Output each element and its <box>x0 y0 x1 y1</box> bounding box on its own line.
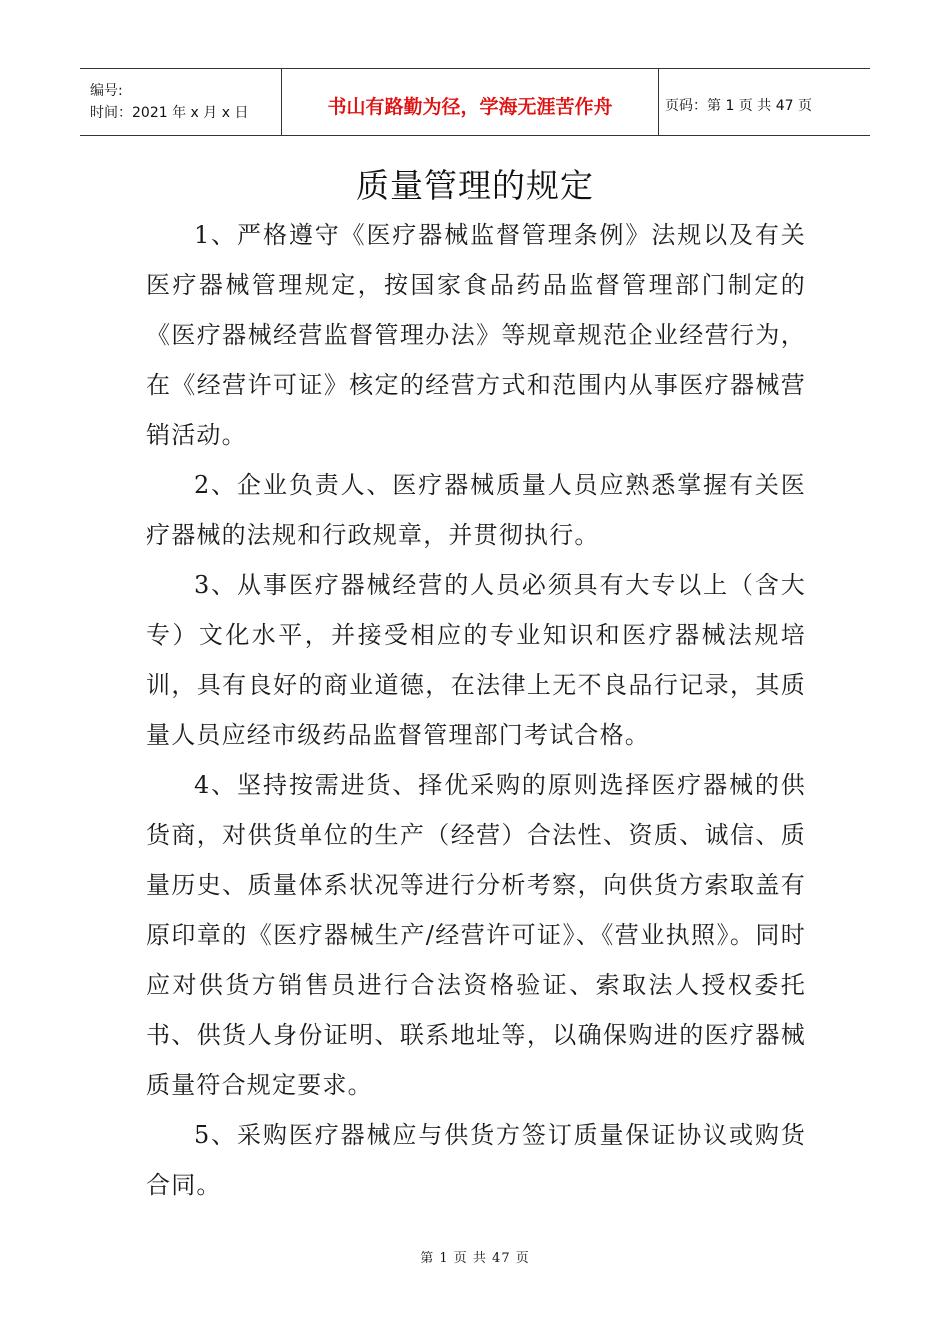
header-page-number: 页码：第 1 页 共 47 页 <box>665 98 812 114</box>
header-page-cell <box>659 69 870 135</box>
paragraph-5: 5、采购医疗器械应与供货方签订质量保证协议或购货合同。 <box>146 1121 806 1199</box>
header-motto-cell <box>281 69 659 135</box>
header-meta-cell <box>80 69 281 135</box>
serial-number-label: 编号: <box>90 83 123 99</box>
paragraph-4: 4、坚持按需进货、择优采购的原则选择医疗器械的供货商，对供货单位的生产（经营）合法性、资质、诚信、质量历史、质量体系状况等进行分析考察，向供货方索取盖有原印章的《医疗器械生产/经营许可证》、《营业执照》。同时应对供货方销售员进行合法资格验证、索取法人授权委托书、供货人身份证明、联系地址等，以确保购进的医疗器械质量符合规定要求。 <box>146 771 806 1099</box>
paragraph-3: 3、从事医疗器械经营的人员必须具有大专以上（含大专）文化水平，并接受相应的专业知识和医疗器械法规培训，具有良好的商业道德，在法律上无不良品行记录，其质量人员应经市级药品监督管理部门考试合格。 <box>146 571 806 749</box>
document-title: 质量管理的规定 <box>356 166 594 205</box>
header-motto: 书山有路勤为径，学海无涯苦作舟 <box>327 95 613 118</box>
document-body <box>146 210 806 1210</box>
paragraph-1: 1、严格遵守《医疗器械监督管理条例》法规以及有关医疗器械管理规定，按国家食品药品监督管理部门制定的《医疗器械经营监督管理办法》等规章规范企业经营行为，在《经营许可证》核定的经营方式和范围内从事医疗器械营销活动。 <box>146 221 806 449</box>
page-footer: 第 1 页 共 47 页 <box>420 1251 530 1266</box>
paragraph-2: 2、企业负责人、医疗器械质量人员应熟悉掌握有关医疗器械的法规和行政规章，并贯彻执行。 <box>146 471 806 549</box>
document-header <box>80 68 870 136</box>
date-label: 时间：2021 年 x 月 x 日 <box>90 105 249 121</box>
